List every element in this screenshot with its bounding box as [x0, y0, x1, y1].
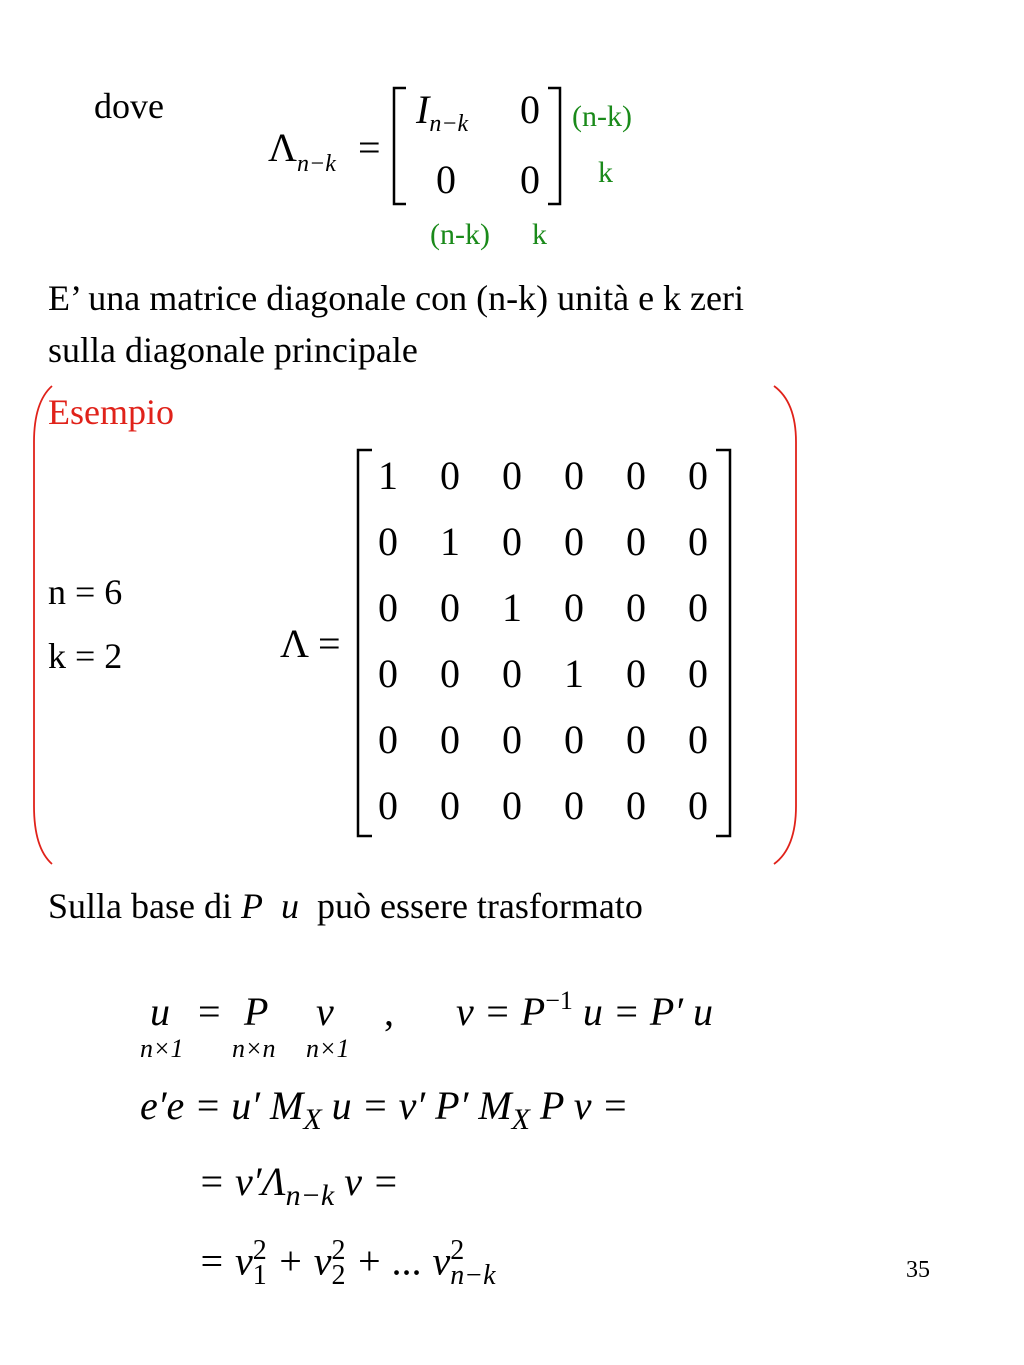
matrix-cell: 0	[564, 717, 584, 762]
eq2-sub-x: X	[303, 1103, 322, 1136]
example-lambda-equals: Λ =	[280, 621, 341, 666]
description-line-1: E’ una matrice diagonale con (n-k) unità e k zeri	[48, 278, 745, 318]
matrix-cell: 0	[626, 519, 646, 564]
matrix-cell: 0	[688, 585, 708, 630]
dove-label: dove	[94, 86, 164, 126]
eq1-rhs-tail: u = P′ u	[582, 989, 714, 1034]
eq1-comma: ,	[384, 989, 394, 1034]
matrix-cell: 0	[440, 717, 460, 762]
description-line-2: sulla diagonale principale	[48, 330, 418, 370]
transform-P: P	[240, 886, 263, 926]
matrix-cell: 0	[626, 585, 646, 630]
eq4-sub: 2	[331, 1260, 346, 1292]
col-label-k: k	[532, 218, 547, 251]
eq1-v: v	[316, 989, 334, 1034]
matrix-cell: 0	[564, 585, 584, 630]
example-n-value: n = 6	[48, 572, 123, 612]
eq1-u: u	[150, 989, 170, 1034]
eq1-rhs-main: v = P	[456, 989, 546, 1034]
eq4-sub: 1	[252, 1260, 267, 1292]
eq4	[198, 1235, 496, 1292]
col-label-nk: (n-k)	[430, 218, 490, 251]
matrix-cell: 0	[626, 651, 646, 696]
eq4-part-a: = v	[198, 1238, 253, 1284]
transform-line	[48, 888, 643, 924]
eq2	[140, 1083, 629, 1136]
matrix-cell: 0	[440, 783, 460, 828]
lambda-nk-symbol	[268, 125, 336, 177]
matrix-cell: 0	[626, 783, 646, 828]
matrix-cell: 0	[688, 519, 708, 564]
eq3	[198, 1159, 399, 1212]
eq4-sub: n−k	[450, 1260, 496, 1292]
identity-subscript: n−k	[429, 111, 469, 137]
matrix-cell: 0	[626, 717, 646, 762]
eq3-part-b: v =	[344, 1159, 399, 1204]
matrix-cell: 0	[502, 651, 522, 696]
matrix-cell: 0	[502, 453, 522, 498]
matrix-cell: 0	[502, 519, 522, 564]
intro-equals: =	[358, 125, 381, 170]
matrix-cell: 0	[378, 519, 398, 564]
example-matrix-brackets	[352, 448, 736, 838]
matrix-cell: 0	[378, 783, 398, 828]
lambda-glyph: Λ	[268, 125, 298, 170]
example-title: Esempio	[48, 392, 174, 432]
matrix-cell: 0	[688, 453, 708, 498]
matrix-cell: 0	[378, 651, 398, 696]
matrix-cell: 0	[378, 717, 398, 762]
matrix-cell: 0	[502, 783, 522, 828]
eq1-equals: =	[198, 989, 221, 1034]
lambda-subscript: n−k	[297, 151, 336, 177]
matrix-cell: 0	[378, 585, 398, 630]
eq1-rhs	[456, 986, 714, 1034]
matrix-cell: 1	[378, 453, 398, 498]
matrix-cell: 0	[440, 585, 460, 630]
eq3-sub: n−k	[285, 1179, 335, 1212]
intro-matrix-cell: 0	[436, 157, 456, 202]
matrix-cell: 0	[688, 651, 708, 696]
eq2-sub-x: X	[511, 1103, 530, 1136]
eq2-part-c: P v =	[539, 1083, 629, 1128]
matrix-cell: 0	[688, 717, 708, 762]
eq1-v-sub: n×1	[306, 1034, 350, 1063]
eq1-u-sub: n×1	[140, 1034, 184, 1063]
matrix-cell: 1	[440, 519, 460, 564]
eq2-part-b: u = v′ P′ M	[331, 1083, 512, 1128]
eq3-part-a: = v′Λ	[198, 1159, 286, 1204]
intro-matrix-cell: 0	[520, 87, 540, 132]
matrix-cell: 1	[564, 651, 584, 696]
example-k-value: k = 2	[48, 636, 123, 676]
eq4-part-b: + v	[276, 1238, 332, 1284]
matrix-cell: 0	[502, 717, 522, 762]
matrix-cell: 1	[502, 585, 522, 630]
eq1-rhs-sup: −1	[545, 986, 573, 1015]
page-number: 35	[906, 1257, 930, 1283]
transform-post-text: può essere trasformato	[316, 886, 643, 926]
eq4-sup: 2	[331, 1235, 346, 1266]
eq2-part-a: e′e = u′ M	[140, 1083, 304, 1128]
eq4-sup: 2	[450, 1235, 465, 1266]
matrix-cell: 0	[564, 453, 584, 498]
eq4-part-c: + ... v	[355, 1238, 451, 1284]
matrix-cell: 0	[688, 783, 708, 828]
transform-u: u	[280, 886, 299, 926]
matrix-cell: 0	[564, 783, 584, 828]
eq1-P-sub: n×n	[232, 1034, 276, 1063]
eq1-P: P	[244, 989, 269, 1034]
intro-matrix-cell: 0	[520, 157, 540, 202]
matrix-cell: 0	[440, 651, 460, 696]
matrix-cell: 0	[626, 453, 646, 498]
eq4-sup: 2	[252, 1235, 267, 1266]
row-label-nk: (n-k)	[572, 100, 632, 133]
intro-matrix-cell-identity: $I_{n-k}$	[416, 87, 469, 137]
transform-pre-text: Sulla base di	[48, 886, 232, 926]
row-label-k: k	[598, 156, 613, 189]
matrix-cell: 0	[440, 453, 460, 498]
matrix-cell: 0	[564, 519, 584, 564]
